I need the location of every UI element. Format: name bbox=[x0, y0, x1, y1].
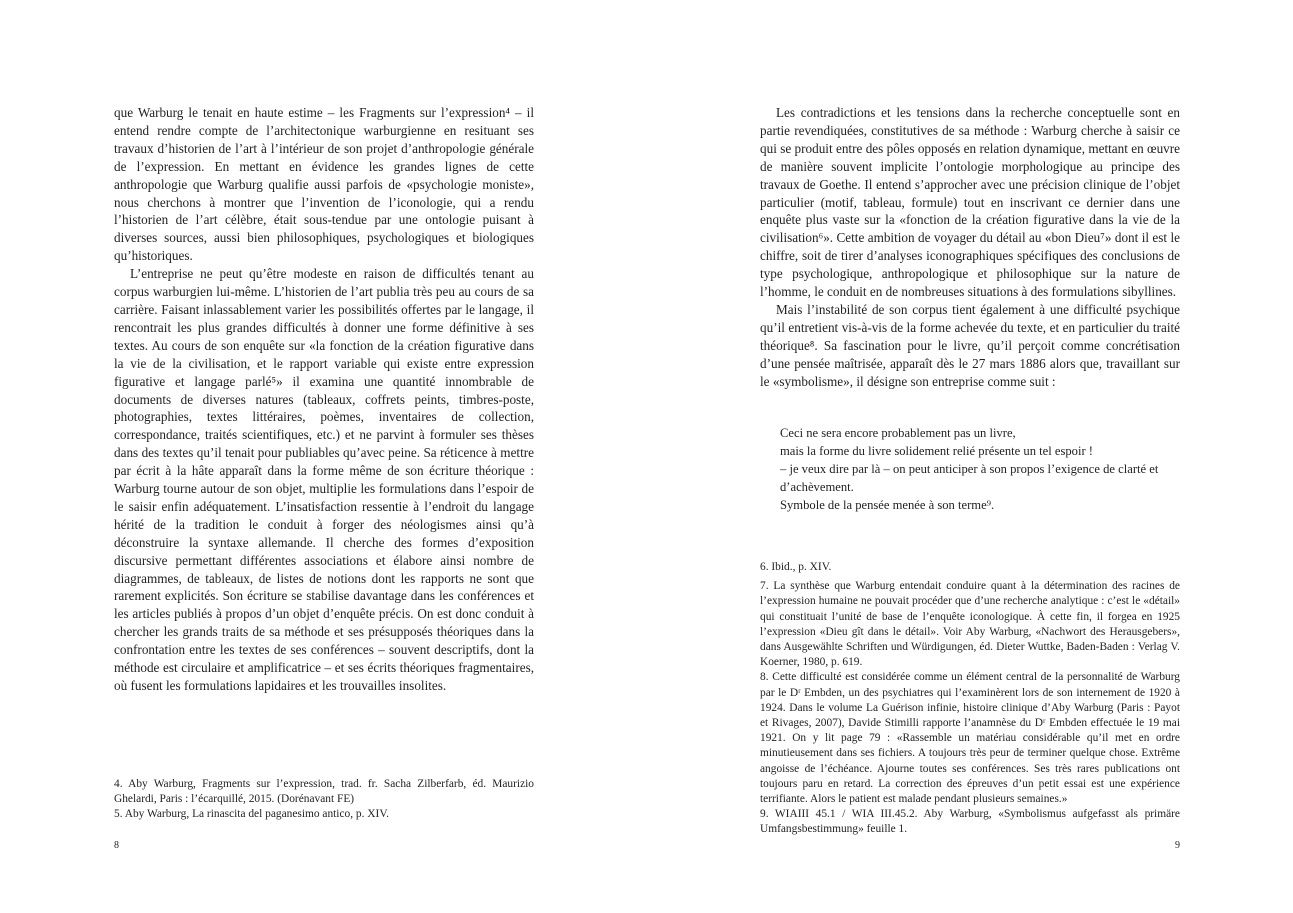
left-paragraph: L’entreprise ne peut qu’être modeste en raison de difficultés tenant au corpus warburgien lui-même. L’historien de l’art publia très peu au cours de sa carrière. Faisant inlassablement varier les possibilités offertes par le langage, il rencontrait les plus grandes difficultés à donner une forme définitive à ses textes. Au cours de son enquête sur «la fonction de la création figurative dans la vie de la civilisation, et le rapport variable qui existe entre expression figurative et langage parlé⁵» il examina une quantité innombrable de documents de diverses natures (tableaux, coffrets peints, timbres-poste, photographies, textes littéraires, poèmes, inventaires de collection, correspondance, traités scientifiques, etc.) et ne parvint à formuler ses thèses dans des textes qu’il tenait pour publiables qu’avec peine. Sa réticence à mettre par écrit à la hâte apparaît dans la forme même de son écriture théorique : Warburg tourne autour de son objet, multiplie les formulations dans l’espoir de le saisir enfin adéquatement. L’insatisfaction ressentie à l’endroit du langage hérité de la tradition le conduit à forger des néologismes ainsi qu’à déconstruire la syntaxe allemande. Il cherche des formes d’exposition discursive permettant différentes associations et élabore ainsi nombre de diagrammes, de tableaux, de listes de notions dont les rapports ne sont que rarement explicités. Son écriture se stabilise davantage dans les conférences et les articles publiés à propos d’un objet d’enquête précis. On est donc conduit à chercher les grands traits de sa méthode et ses présupposés théoriques dans la confrontation entre les textes de ses conférences – souvent descriptifs, dont la méthode est circulaire et amplificatrice – et ses écrits théoriques fragmentaires, où fusent les formulations lapidaires et les trouvailles insolites. bbox=[114, 266, 534, 693]
right-paragraph: Les contradictions et les tensions dans la recherche conceptuelle sont en partie revendiquées, constitutives de sa méthode : Warburg cherche à saisir ce qui se produit entre des pôles opposés en relation dynamique, mettant en œuvre de manière souvent implicite l’ontologie morphologique au principe des travaux de Goethe. Il entend s’approcher avec une précision clinique de l’objet particulier (motif, tableau, formule) tout en inscrivant ce dernier dans une enquête plus vaste sur la «fonction de la création figurative dans la vie de la civilisation⁶». Cette ambition de voyager du détail au «bon Dieu⁷» dont il est le chiffre, soit de tirer d’analyses iconographiques spécifiques des conclusions de type psychologique, anthropologique et philosophique sur la nature de l’homme, le conduit en de nombreuses situations à des formulations sibyllines. bbox=[760, 105, 1180, 300]
footnote: 9. WIAIII 45.1 / WIA III.45.2. Aby Warburg, «Symbolismus aufgefasst als primäre Umfangsbestimmung» feuille 1. bbox=[760, 808, 1180, 836]
quote-line: Ceci ne sera encore probablement pas un livre, bbox=[780, 426, 1016, 440]
left-paragraph: que Warburg le tenait en haute estime – les Fragments sur l’expression⁴ – il entend rendre compte de l’architectonique warburgienne en resituant ses travaux d’historien de l’art à l’intérieur de son projet d’anthropologie générale de l’expression. En mettant en évidence les grandes lignes de cette anthropologie que Warburg qualifie aussi parfois de «psychologie moniste», nous cherchons à montrer que l’invention de l’iconologie, qui a rendu l’historien de l’art célèbre, était sous-tendue par une ontologie puisant à diverses sources, aussi bien philosophiques, psychologiques et biologiques qu’historiques. bbox=[114, 105, 534, 264]
page-number: 9 bbox=[1175, 840, 1180, 851]
quote-line: – je veux dire par là – on peut anticiper à son propos l’exigence de clarté et d’achèvement. bbox=[780, 462, 1159, 494]
footnote: 8. Cette difficulté est considérée comme un élément central de la personnalité de Warburg par le Dʳ Embden, un des psychiatres qui l’examinèrent lors de son internement de 1920 à 1924. Dans le volume La Guérison infinie, histoire clinique d’Aby Warburg (Paris : Payot et Rivages, 2007), Davide Stimilli rapporte l’anamnèse du Dʳ Embden effectuée le 19 mai 1921. On y lit page 79 : «Rassemble un matériau considérable qu’il met en ordre minutieusement dans ses fichiers. A toujours très peur de terminer quelque chose. Extrême angoisse de l’échéance. Ajourne toutes ses conférences. Ses très rares publications ont toujours paru en retard. La correction des épreuves d’un petit essai est une expérience terrifiante. Alors le patient est malade pendant plusieurs semaines.» bbox=[760, 671, 1180, 806]
left-body-text bbox=[114, 104, 534, 695]
footnote: 5. Aby Warburg, La rinascita del paganesimo antico, p. XIV. bbox=[114, 808, 389, 821]
right-body-text bbox=[760, 104, 1180, 391]
left-page bbox=[114, 0, 534, 913]
footnote: 7. La synthèse que Warburg entendait conduire quant à la détermination des racines de l’expression humaine ne pouvait procéder que d’une recherche analytique : c’est le «détail» qui constituait l’unité de base de l’enquête iconologique. À cette fin, il forgea en 1925 l’expression «Dieu gît dans le détail». Voir Aby Warburg, «Nachwort des Herausgebers», dans Ausgewählte Schriften und Würdigungen, éd. Dieter Wuttke, Baden-Baden : Verlag V. Koerner, 1980, p. 619. bbox=[760, 580, 1180, 669]
block-quote bbox=[780, 424, 1180, 514]
footnote: 4. Aby Warburg, Fragments sur l’expression, trad. fr. Sacha Zilberfarb, éd. Maurizio Ghelardi, Paris : l’écarquillé, 2015. (Dorénavant FE) bbox=[114, 778, 534, 806]
right-page bbox=[760, 0, 1180, 913]
footnote: 6. Ibid., p. XIV. bbox=[760, 561, 832, 573]
right-footnotes bbox=[760, 560, 1180, 838]
quote-line: Symbole de la pensée menée à son terme⁹. bbox=[780, 498, 995, 512]
quote-line: mais la forme du livre solidement relié présente un tel espoir ! bbox=[780, 444, 1093, 458]
page-number: 8 bbox=[114, 840, 119, 851]
right-paragraph: Mais l’instabilité de son corpus tient également à une difficulté psychique qu’il entretient vis-à-vis de la forme achevée du texte, et en particulier du traité théorique⁸. Sa fascination pour le livre, qu’il perçoit comme concrétisation d’une pensée maîtrisée, apparaît dès le 27 mars 1886 alors que, travaillant sur le «symbolisme», il désigne son entreprise comme suit : bbox=[760, 301, 1180, 389]
left-footnotes bbox=[114, 777, 534, 823]
